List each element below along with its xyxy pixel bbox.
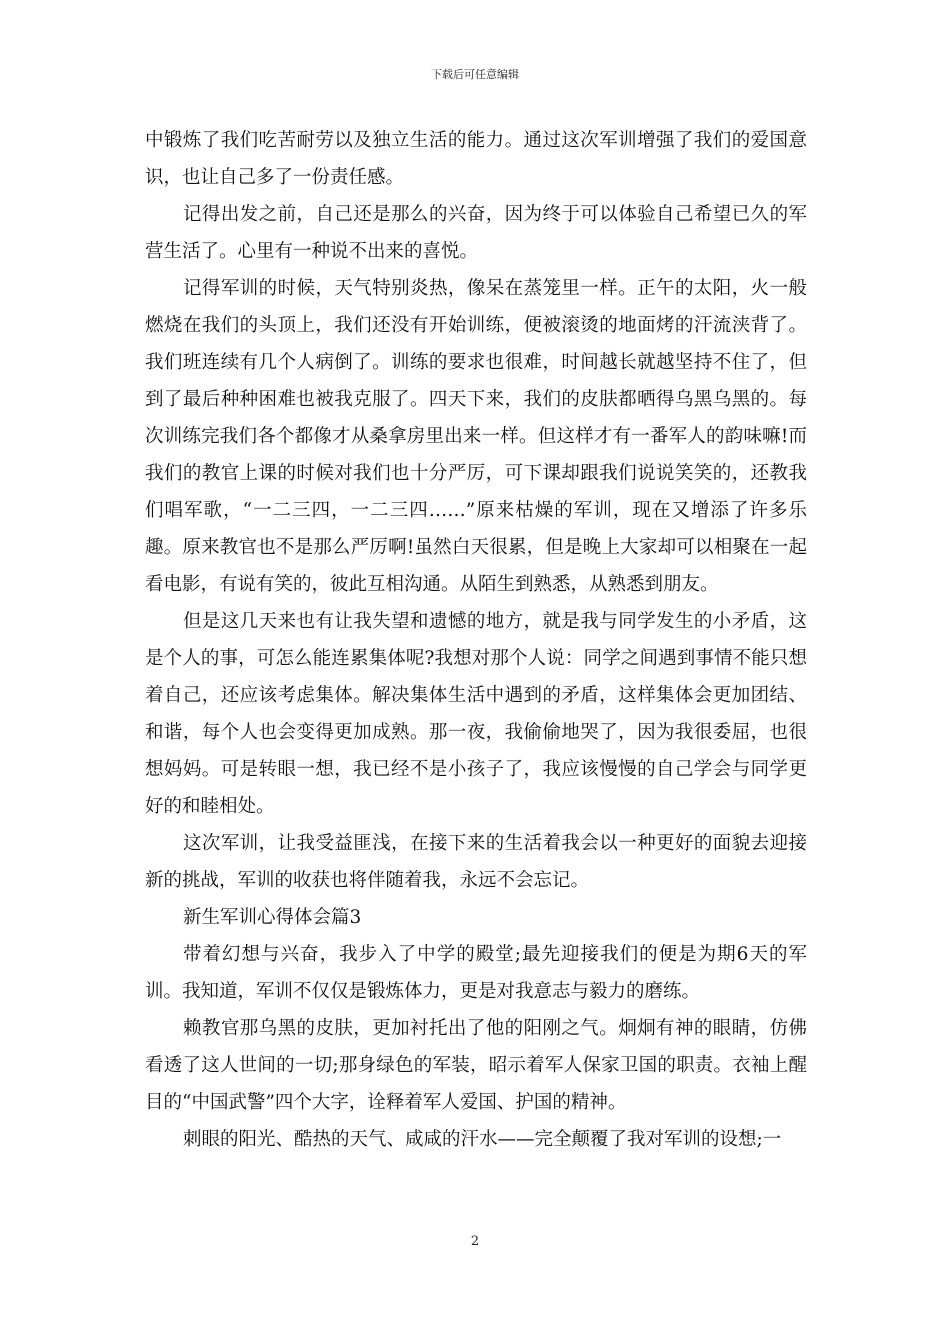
paragraph: 这次军训，让我受益匪浅，在接下来的生活着我会以一种更好的面貌去迎接新的挑战，军训的收获也将伴随着我，永远不会忘记。 (145, 833, 807, 891)
paragraph: 中锻炼了我们吃苦耐劳以及独立生活的能力。通过这次军训增强了我们的爱国意识，也让自己多了一份责任感。 (145, 130, 807, 188)
page-number: 2 (470, 1234, 480, 1249)
page-header: 下载后可任意编辑 (431, 68, 519, 81)
paragraph: 记得出发之前，自己还是那么的兴奋，因为终于可以体验自己希望已久的军营生活了。心里有一种说不出来的喜悦。 (145, 204, 807, 262)
paragraph: 赖教官那乌黑的皮肤，更加衬托出了他的阳刚之气。炯炯有神的眼睛，仿佛看透了这人世间的一切;那身绿色的军装，昭示着军人保家卫国的职责。衣袖上醒目的“中国武警”四个大字，诠释着军人爱国、护国的精神。 (145, 1018, 807, 1113)
section-heading: 新生军训心得体会篇3 (183, 907, 362, 928)
paragraph: 记得军训的时候，天气特别炎热，像呆在蒸笼里一样。正午的太阳，火一般燃烧在我们的头顶上，我们还没有开始训练，便被滚烫的地面烤的汗流浃背了。我们班连续有几个人病倒了。训练的要求也很难，时间越长就越坚持不住了，但到了最后种种困难也被我克服了。四天下来，我们的皮肤都晒得乌黑乌黑的。每次训练完我们各个都像才从桑拿房里出来一样。但这样才有一番军人的韵味嘛!而我们的教官上课的时候对我们也十分严厉，可下课却跟我们说说笑笑的，还教我们唱军歌，“一二三四，一二三四……”原来枯燥的军训，现在又增添了许多乐趣。原来教官也不是那么严厉啊!虽然白天很累，但是晚上大家却可以相聚在一起看电影，有说有笑的，彼此互相沟通。从陌生到熟悉，从熟悉到朋友。 (145, 278, 807, 595)
paragraph: 带着幻想与兴奋，我步入了中学的殿堂;最先迎接我们的便是为期6天的军训。我知道，军训不仅仅是锻炼体力，更是对我意志与毅力的磨练。 (145, 944, 807, 1002)
paragraph: 刺眼的阳光、酷热的天气、咸咸的汗水——完全颠覆了我对军训的设想;一 (183, 1129, 782, 1150)
paragraph: 但是这几天来也有让我失望和遗憾的地方，就是我与同学发生的小矛盾，这是个人的事，可怎么能连累集体呢?我想对那个人说：同学之间遇到事情不能只想着自己，还应该考虑集体。解决集体生活中遇到的矛盾，这样集体会更加团结、和谐，每个人也会变得更加成熟。那一夜，我偷偷地哭了，因为我很委屈，也很想妈妈。可是转眼一想，我已经不是小孩子了，我应该慢慢的自己学会与同学更好的和睦相处。 (145, 611, 807, 817)
document-body (145, 122, 807, 1158)
